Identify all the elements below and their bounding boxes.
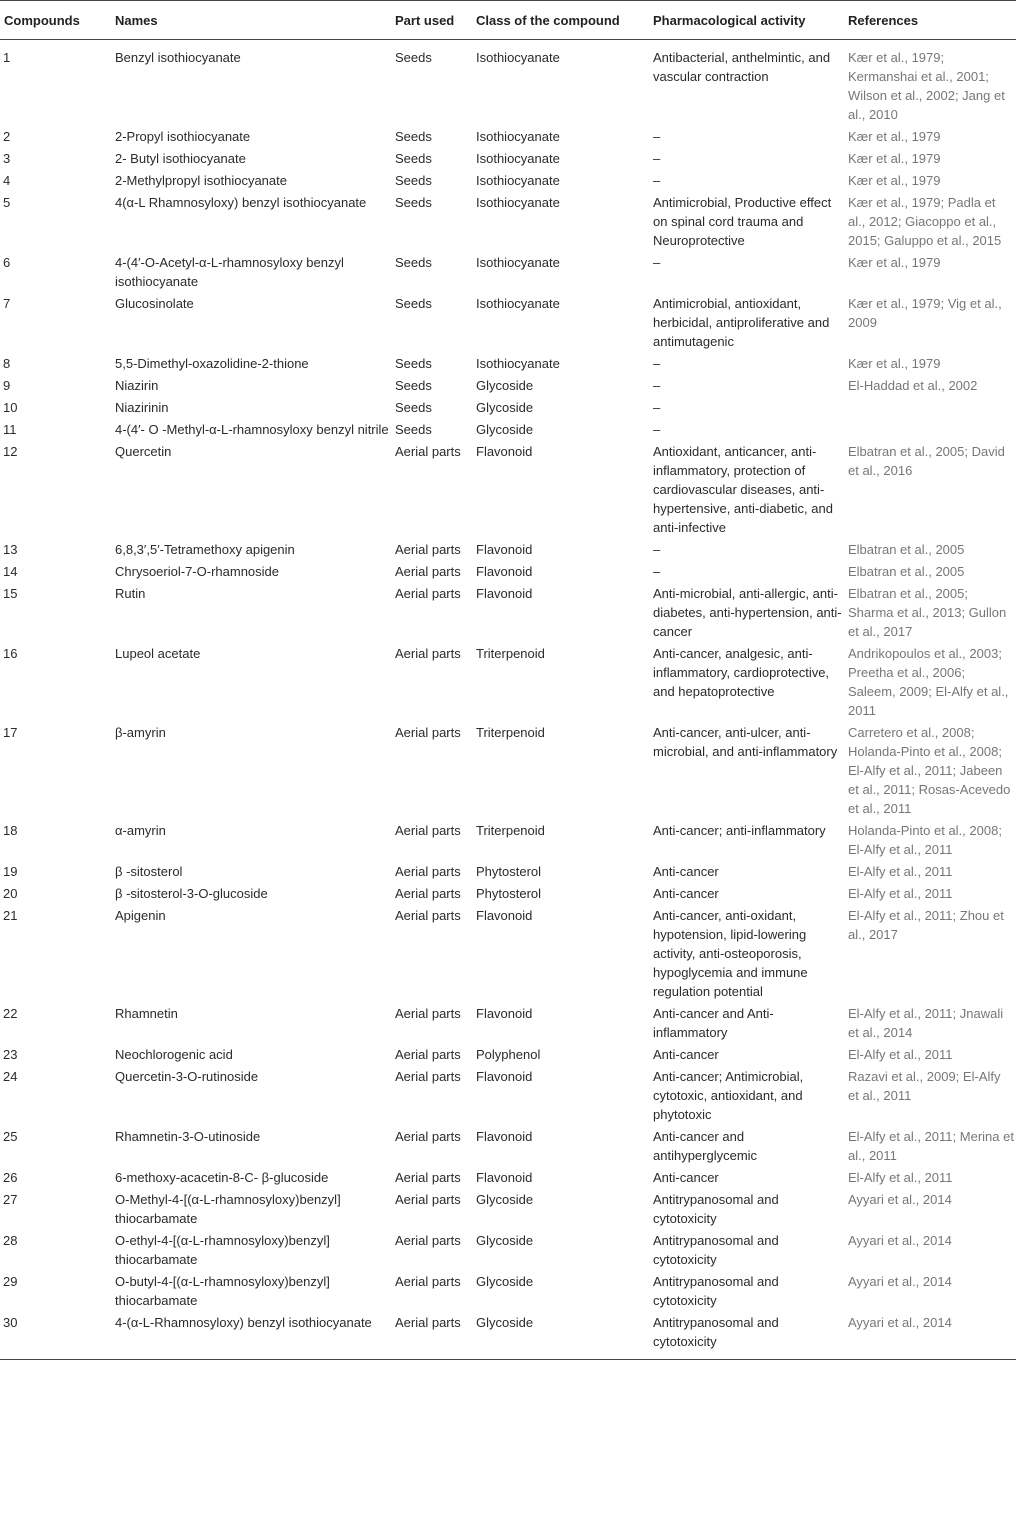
references [844, 397, 1016, 419]
part-used: Aerial parts [395, 1006, 461, 1021]
part-used: Aerial parts [395, 586, 461, 601]
pharmacological-activity: Anti-cancer and antihyperglycemic [653, 1129, 758, 1163]
compound-name: α-amyrin [115, 823, 166, 838]
compound-class: Flavonoid [476, 1006, 533, 1021]
references: Elbatran et al., 2005 [848, 564, 965, 579]
compound-number: 5 [3, 195, 11, 210]
pharmacological-activity: – [653, 564, 661, 579]
table-row [0, 539, 1016, 561]
compound-number: 11 [3, 422, 17, 437]
compound-number: 25 [3, 1129, 18, 1144]
compound-class: Flavonoid [476, 1129, 533, 1144]
compound-number: 8 [3, 356, 11, 371]
references: El-Alfy et al., 2011; Zhou et al., 2017 [848, 908, 1004, 942]
compound-name: 2- Butyl isothiocyanate [115, 151, 246, 166]
compound-class: Phytosterol [476, 864, 542, 879]
compound-number: 12 [3, 444, 18, 459]
part-used: Aerial parts [395, 646, 461, 661]
part-used: Seeds [395, 422, 432, 437]
compound-number: 30 [0, 1312, 111, 1360]
references: Ayyari et al., 2014 [848, 1192, 952, 1207]
references: El-Haddad et al., 2002 [848, 378, 978, 393]
header-part-used: Part used [391, 1, 472, 40]
part-used: Seeds [395, 378, 432, 393]
pharmacological-activity: Antimicrobial, Productive effect on spinal cord trauma and Neuroprotective [653, 195, 832, 248]
pharmacological-activity: Anti-cancer and Anti-inflammatory [653, 1006, 774, 1040]
pharmacological-activity: Anti-cancer, anti-ulcer, anti-microbial, and anti-inflammatory [653, 725, 838, 759]
table-row [0, 375, 1016, 397]
compound-number: 1 [3, 50, 11, 65]
compound-name: O-Methyl-4-[(α-L-rhamnosyloxy)benzyl] thiocarbamate [115, 1192, 341, 1226]
compound-number: 16 [3, 646, 18, 661]
references: El-Alfy et al., 2011 [848, 1047, 953, 1062]
compound-class: Isothiocyanate [476, 195, 560, 210]
table-row [0, 1126, 1016, 1167]
part-used: Aerial parts [395, 725, 461, 740]
header-activity: Pharmacological activity [649, 1, 844, 40]
compound-number: 17 [3, 725, 18, 740]
compound-name: 2-Methylpropyl isothiocyanate [115, 173, 287, 188]
pharmacological-activity: Anti-cancer [653, 1047, 719, 1062]
table-row [0, 126, 1016, 148]
references: Kær et al., 1979 [848, 151, 941, 166]
header-names: Names [111, 1, 391, 40]
compound-class: Flavonoid [476, 908, 533, 923]
compound-class: Flavonoid [476, 1069, 533, 1084]
table-row [0, 1044, 1016, 1066]
header-compounds: Compounds [0, 1, 111, 40]
compound-name: Niazirin [115, 378, 159, 393]
compound-number: 21 [3, 908, 18, 923]
pharmacological-activity: Antitrypanosomal and cytotoxicity [649, 1312, 844, 1360]
compound-number: 22 [3, 1006, 18, 1021]
table-row [0, 1312, 1016, 1360]
compound-number: 28 [3, 1233, 18, 1248]
references: Kær et al., 1979 [848, 255, 941, 270]
part-used: Aerial parts [395, 444, 461, 459]
references: Kær et al., 1979; Kermanshai et al., 2001; Wilson et al., 2002; Jang et al., 2010 [848, 50, 1005, 122]
references: Holanda-Pinto et al., 2008; El-Alfy et al., 2011 [848, 823, 1002, 857]
references: Elbatran et al., 2005; Sharma et al., 2013; Gullon et al., 2017 [848, 586, 1007, 639]
part-used: Seeds [395, 255, 432, 270]
references: Kær et al., 1979; Padla et al., 2012; Giacoppo et al., 2015; Galuppo et al., 2015 [848, 195, 1002, 248]
compound-number: 13 [3, 542, 18, 557]
references: Elbatran et al., 2005; David et al., 2016 [848, 444, 1005, 478]
pharmacological-activity: – [653, 356, 661, 371]
compound-number: 27 [3, 1192, 18, 1207]
references: Andrikopoulos et al., 2003; Preetha et al., 2006; Saleem, 2009; El-Alfy et al., 2011 [848, 646, 1009, 718]
compound-class: Glycoside [476, 400, 534, 415]
table-row [0, 353, 1016, 375]
pharmacological-activity: – [653, 542, 661, 557]
part-used: Aerial parts [395, 1129, 461, 1144]
pharmacological-activity: Antitrypanosomal and cytotoxicity [653, 1192, 779, 1226]
compound-name: Lupeol acetate [115, 646, 201, 661]
part-used: Aerial parts [395, 1274, 461, 1289]
part-used: Seeds [395, 173, 432, 188]
pharmacological-activity: – [653, 173, 661, 188]
part-used: Seeds [395, 50, 432, 65]
part-used: Seeds [395, 296, 432, 311]
references: Ayyari et al., 2014 [844, 1312, 1016, 1360]
compound-class: Flavonoid [476, 542, 533, 557]
part-used: Aerial parts [395, 1170, 461, 1185]
pharmacological-activity: Anti-cancer [653, 886, 719, 901]
compound-number: 2 [3, 129, 11, 144]
compound-name: Chrysoeriol-7-O-rhamnoside [115, 564, 279, 579]
compound-number: 4 [3, 173, 11, 188]
compound-class: Isothiocyanate [476, 173, 560, 188]
compound-name: β -sitosterol [115, 864, 183, 879]
table-row [0, 861, 1016, 883]
compound-number: 26 [3, 1170, 18, 1185]
table-row [0, 1271, 1016, 1312]
compound-class: Glycoside [476, 422, 534, 437]
references: Kær et al., 1979 [848, 356, 941, 371]
compound-name: O-ethyl-4-[(α-L-rhamnosyloxy)benzyl] thiocarbamate [115, 1233, 330, 1267]
part-used: Aerial parts [395, 908, 461, 923]
compound-name: 6-methoxy-acacetin-8-C- β-glucoside [115, 1170, 329, 1185]
pharmacological-activity: – [653, 129, 661, 144]
references: Razavi et al., 2009; El-Alfy et al., 2011 [848, 1069, 1001, 1103]
part-used: Aerial parts [395, 823, 461, 838]
part-used: Aerial parts [391, 1312, 472, 1360]
compound-class: Flavonoid [476, 586, 533, 601]
compound-class: Flavonoid [476, 564, 533, 579]
compound-name: 4(α-L Rhamnosyloxy) benzyl isothiocyanate [115, 195, 367, 210]
pharmacological-activity: Antitrypanosomal and cytotoxicity [653, 1233, 779, 1267]
table-row [0, 419, 1016, 441]
pharmacological-activity: Antioxidant, anticancer, anti-inflammatory, protection of cardiovascular diseases, anti-hypertensive, anti-diabetic, and anti-infective [653, 444, 833, 535]
compound-name: β -sitosterol-3-O-glucoside [115, 886, 268, 901]
compound-number: 15 [3, 586, 18, 601]
compound-class: Triterpenoid [476, 646, 545, 661]
compound-name: Rhamnetin-3-O-utinoside [115, 1129, 261, 1144]
compound-number: 23 [3, 1047, 18, 1062]
compound-number: 6 [3, 255, 11, 270]
table-row [0, 820, 1016, 861]
compound-number: 24 [3, 1069, 18, 1084]
compound-name: 2-Propyl isothiocyanate [115, 129, 251, 144]
references: El-Alfy et al., 2011; Merina et al., 2011 [848, 1129, 1014, 1163]
compound-class: Glycoside [476, 1274, 534, 1289]
compound-name: Apigenin [115, 908, 166, 923]
header-row [0, 1, 1016, 40]
compound-number: 29 [3, 1274, 18, 1289]
references: El-Alfy et al., 2011 [848, 864, 953, 879]
table-row [0, 883, 1016, 905]
part-used: Aerial parts [395, 542, 461, 557]
pharmacological-activity: Anti-cancer [653, 864, 719, 879]
table-row [0, 561, 1016, 583]
table-row [0, 397, 1016, 419]
compound-name: O-butyl-4-[(α-L-rhamnosyloxy)benzyl] thiocarbamate [115, 1274, 330, 1308]
compound-class: Flavonoid [476, 1170, 533, 1185]
table-row [0, 1003, 1016, 1044]
references: Kær et al., 1979 [848, 173, 941, 188]
pharmacological-activity: – [653, 400, 661, 415]
compound-number: 9 [3, 378, 11, 393]
table-row [0, 722, 1016, 820]
table-row [0, 583, 1016, 643]
pharmacological-activity: Anti-microbial, anti-allergic, anti-diabetes, anti-hypertension, anti-cancer [653, 586, 842, 639]
compound-name: Neochlorogenic acid [115, 1047, 233, 1062]
compound-class: Triterpenoid [476, 725, 545, 740]
references: Ayyari et al., 2014 [848, 1274, 952, 1289]
compound-number: 20 [3, 886, 18, 901]
part-used: Aerial parts [395, 1192, 461, 1207]
pharmacological-activity: Antimicrobial, antioxidant, herbicidal, antiproliferative and antimutagenic [653, 296, 830, 349]
compound-class: Isothiocyanate [476, 50, 560, 65]
compound-number: 19 [3, 864, 18, 879]
table-row [0, 40, 1016, 127]
compound-name: 5,5-Dimethyl-oxazolidine-2-thione [115, 356, 309, 371]
compound-name: Quercetin [115, 444, 172, 459]
table-row [0, 252, 1016, 293]
table-header [0, 1, 1016, 40]
compound-name: β-amyrin [115, 725, 166, 740]
table-row [0, 293, 1016, 353]
header-references: References [844, 1, 1016, 40]
part-used: Seeds [395, 129, 432, 144]
compound-class: Isothiocyanate [476, 151, 560, 166]
compound-number: 3 [3, 151, 11, 166]
part-used: Aerial parts [395, 1047, 461, 1062]
header-class: Class of the compound [472, 1, 649, 40]
table-row [0, 441, 1016, 539]
pharmacological-activity: – [653, 151, 661, 166]
compound-number: 10 [3, 400, 18, 415]
pharmacological-activity: Antibacterial, anthelmintic, and vascular contraction [653, 50, 831, 84]
references: El-Alfy et al., 2011 [848, 1170, 953, 1185]
part-used: Seeds [395, 356, 432, 371]
compound-name: 4-(α-L-Rhamnosyloxy) benzyl isothiocyanate [111, 1312, 391, 1360]
references: El-Alfy et al., 2011 [848, 886, 953, 901]
pharmacological-activity: Anti-cancer; anti-inflammatory [653, 823, 826, 838]
pharmacological-activity: – [653, 422, 661, 437]
compound-class: Isothiocyanate [476, 356, 560, 371]
part-used: Aerial parts [395, 886, 461, 901]
pharmacological-activity: Anti-cancer [653, 1170, 719, 1185]
part-used: Aerial parts [395, 864, 461, 879]
pharmacological-activity: Anti-cancer, anti-oxidant, hypotension, lipid-lowering activity, anti-osteoporosis, hypoglycemia and immune regulation potential [653, 908, 808, 999]
part-used: Aerial parts [395, 1069, 461, 1084]
compound-number: 7 [3, 296, 11, 311]
table-row [0, 1189, 1016, 1230]
compound-class: Isothiocyanate [476, 296, 560, 311]
compound-class: Flavonoid [476, 444, 533, 459]
references: Elbatran et al., 2005 [848, 542, 965, 557]
pharmacological-activity: Antitrypanosomal and cytotoxicity [653, 1274, 779, 1308]
compound-class: Isothiocyanate [476, 255, 560, 270]
table-row [0, 170, 1016, 192]
compound-class: Glycoside [472, 1312, 649, 1360]
part-used: Seeds [395, 151, 432, 166]
compound-class: Glycoside [476, 378, 534, 393]
compound-number: 14 [3, 564, 18, 579]
table-body [0, 40, 1016, 1360]
compound-class: Phytosterol [476, 886, 542, 901]
pharmacological-activity: – [653, 255, 661, 270]
compound-class: Polyphenol [476, 1047, 541, 1062]
compound-name: 6,8,3′,5′-Tetramethoxy apigenin [115, 542, 295, 557]
compound-number: 18 [3, 823, 18, 838]
part-used: Seeds [395, 400, 432, 415]
compound-name: 4-(4′- O -Methyl-α-L-rhamnosyloxy benzyl nitrile [115, 422, 389, 437]
table-row [0, 1230, 1016, 1271]
part-used: Aerial parts [395, 564, 461, 579]
table-row [0, 1066, 1016, 1126]
references: Kær et al., 1979 [848, 129, 941, 144]
pharmacological-activity: Anti-cancer; Antimicrobial, cytotoxic, antioxidant, and phytotoxic [653, 1069, 804, 1122]
compound-name: Niazirinin [115, 400, 169, 415]
compound-name: Rhamnetin [115, 1006, 178, 1021]
compound-name: Quercetin-3-O-rutinoside [115, 1069, 259, 1084]
table-row [0, 643, 1016, 722]
references: Ayyari et al., 2014 [848, 1233, 952, 1248]
references: Carretero et al., 2008; Holanda-Pinto et al., 2008; El-Alfy et al., 2011; Jabeen et al., 2011; Rosas-Acevedo et al., 2011 [848, 725, 1011, 816]
compound-class: Glycoside [476, 1192, 534, 1207]
compound-class: Isothiocyanate [476, 129, 560, 144]
compound-name: Rutin [115, 586, 146, 601]
references [844, 419, 1016, 441]
part-used: Aerial parts [395, 1233, 461, 1248]
compound-name: Benzyl isothiocyanate [115, 50, 241, 65]
table-row [0, 905, 1016, 1003]
references: Kær et al., 1979; Vig et al., 2009 [848, 296, 1002, 330]
table-row [0, 192, 1016, 252]
references: El-Alfy et al., 2011; Jnawali et al., 2014 [848, 1006, 1004, 1040]
compound-name: 4-(4′-O-Acetyl-α-L-rhamnosyloxy benzyl isothiocyanate [115, 255, 344, 289]
compound-class: Triterpenoid [476, 823, 545, 838]
compound-class: Glycoside [476, 1233, 534, 1248]
pharmacological-activity: Anti-cancer, analgesic, anti-inflammatory, cardioprotective, and hepatoprotective [653, 646, 830, 699]
table-row [0, 148, 1016, 170]
pharmacological-activity: – [653, 378, 661, 393]
table-row [0, 1167, 1016, 1189]
compound-name: Glucosinolate [115, 296, 194, 311]
part-used: Seeds [395, 195, 432, 210]
